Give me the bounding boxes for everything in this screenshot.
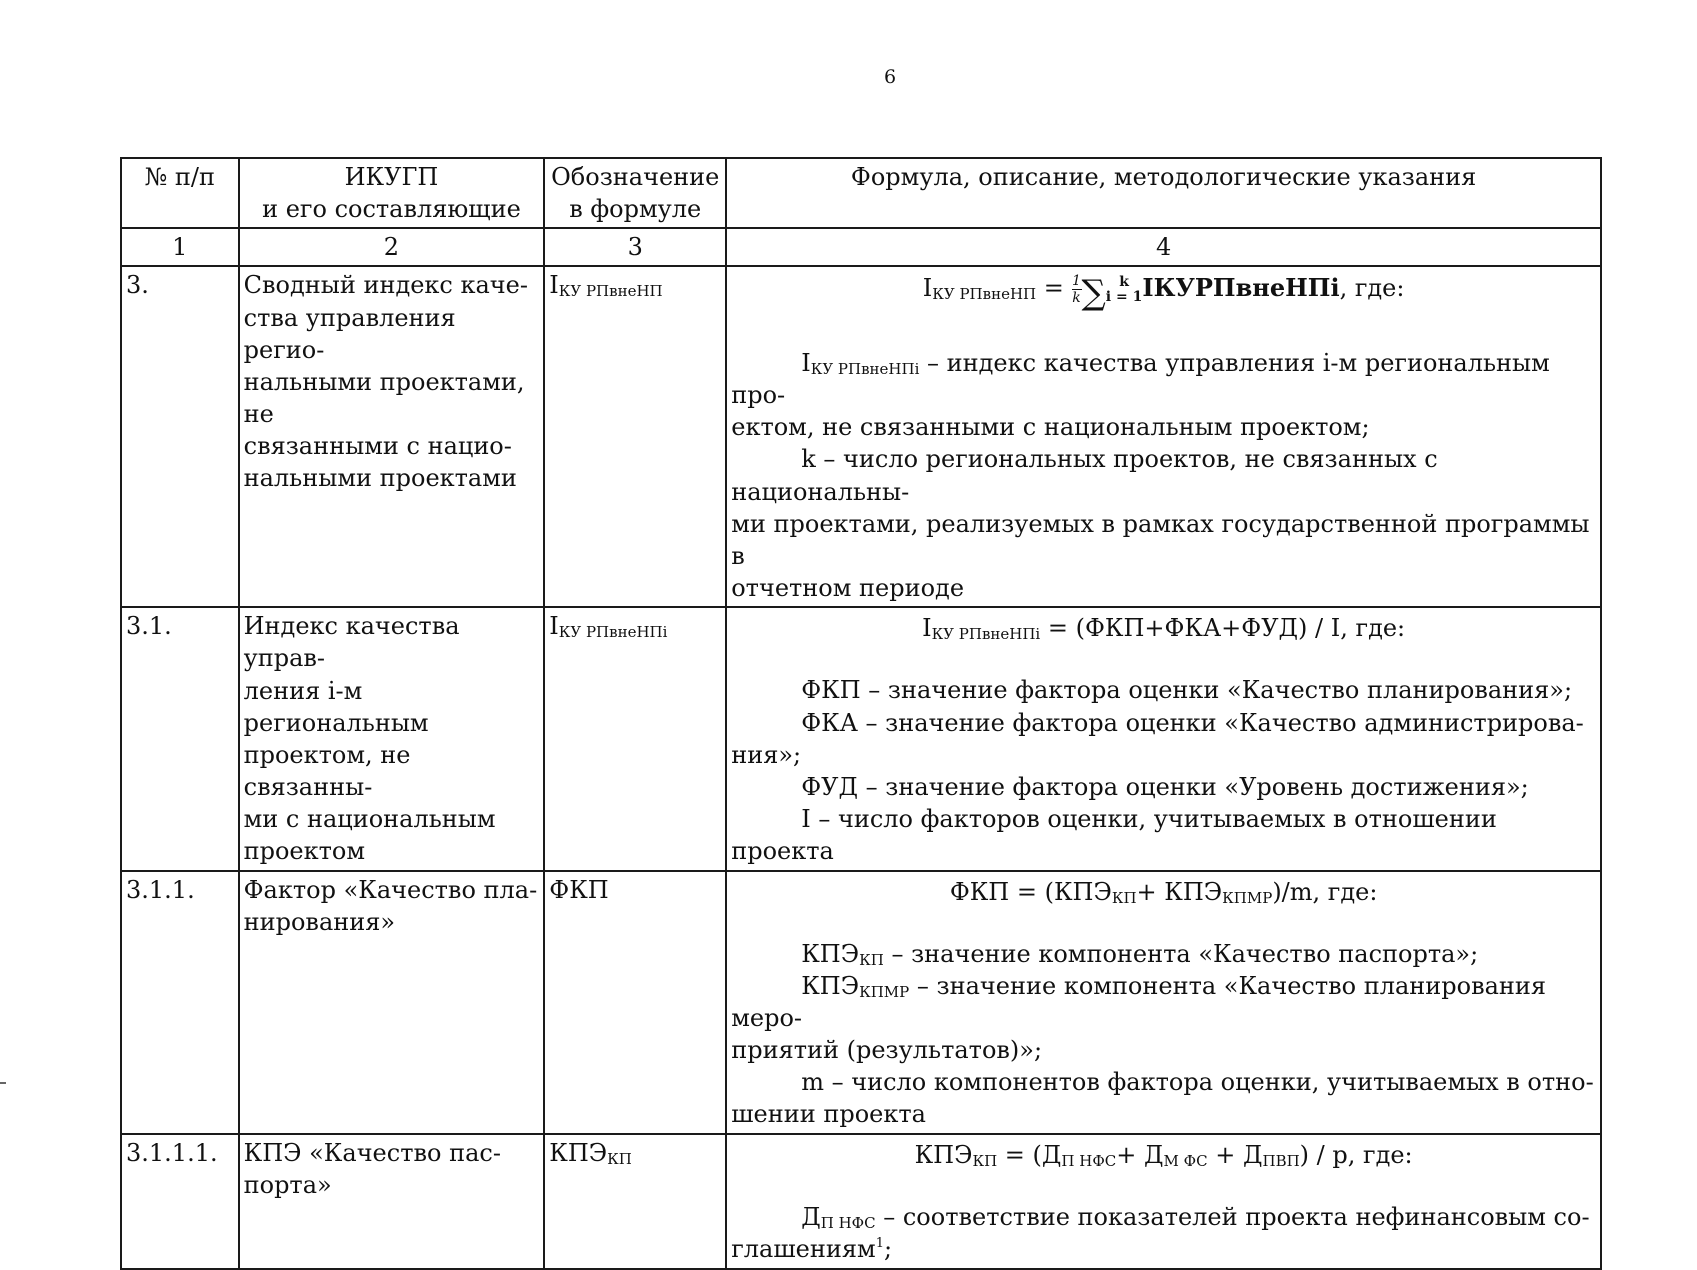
indicator-name: КПЭ «Качество пас- порта» xyxy=(239,1134,545,1269)
column-number-row xyxy=(121,228,1601,266)
description-paragraph: $Д_{П НФС}$ – соответствие показателей проекта нефинансовым со- глашениям$^1$; xyxy=(731,1202,1590,1263)
header-formula: Формула, описание, методологические указания xyxy=(726,158,1601,228)
formula-cell xyxy=(726,871,1601,1134)
formula-cell xyxy=(726,1134,1601,1269)
sum-limits: k i = 1 xyxy=(1105,273,1143,305)
formula-symbol: $I_{КУ РПвнеНПi}$ xyxy=(544,607,726,870)
description-paragraph: $I_{КУ РПвнеНПi}$ – индекс качества управления i-м региональным про- ектом, не связанными с национальным проектом; xyxy=(731,349,1550,442)
header-indicator: ИКУГП и его составляющие xyxy=(239,158,545,228)
description-paragraph: I – число факторов оценки, учитываемых в отношении проекта xyxy=(731,805,1497,866)
description-paragraph: ФУД – значение фактора оценки «Уровень достижения»; xyxy=(801,772,1529,801)
formula-symbol: ФКП xyxy=(544,871,726,1134)
formula: $I_{КУ РПвнеНП}$ = $\frac{1}{k}$ ∑ k i = 1 IКУРПвнеНПi, где: xyxy=(922,273,1405,314)
indicator-name: Сводный индекс каче- ства управления регио- нальными проектами, не связанными с нацио- нальными проектами xyxy=(239,266,545,607)
header-symbol: Обозначение в формуле xyxy=(544,158,726,228)
column-number: 2 xyxy=(239,228,545,266)
formula-symbol: $I_{КУ РПвнеНП}$ xyxy=(544,266,726,607)
column-number: 1 xyxy=(121,228,239,266)
indicator-name: Фактор «Качество пла- нирования» xyxy=(239,871,545,1134)
description-paragraph: $КПЭ_{КПМР}$ – значение компонента «Качество планирования меро- приятий (результатов)»; xyxy=(731,971,1547,1065)
formula-cell xyxy=(726,266,1601,607)
description-paragraph: ФКА – значение фактора оценки «Качество администрирова- ния»; xyxy=(731,708,1584,769)
indicator-name: Индекс качества управ- ления i-м региональным проектом, не связанны- ми с национальным проектом xyxy=(239,607,545,870)
row-number: 3.1.1. xyxy=(121,871,239,1134)
footnote-ref: 1 xyxy=(875,1235,884,1251)
formula: $I_{КУ РПвнеНПi} = (ФКП+ФКА+ФУД) / I$, где: xyxy=(922,614,1406,644)
column-number: 4 xyxy=(726,228,1601,266)
formula-symbol: $КПЭ_{КП}$ xyxy=(544,1134,726,1269)
sum-symbol: ∑ xyxy=(1081,273,1106,314)
table-row xyxy=(121,1134,1601,1269)
scan-mark xyxy=(0,1082,6,1084)
column-number: 3 xyxy=(544,228,726,266)
page-number: 6 xyxy=(883,66,897,88)
indicators-table xyxy=(120,157,1602,1270)
row-number: 3.1. xyxy=(121,607,239,870)
table-row xyxy=(121,607,1601,870)
table-header-row xyxy=(121,158,1601,228)
description-paragraph: k – число региональных проектов, не связанных с национальны- ми проектами, реализуемых в рамках государственной программы в отчетном периоде xyxy=(731,445,1590,603)
formula-cell xyxy=(726,607,1601,870)
table-row xyxy=(121,266,1601,607)
header-number: № п/п xyxy=(121,158,239,228)
table-row xyxy=(121,871,1601,1134)
formula: ФКП = $(КПЭ_{КП}+ КПЭ_{КПМР})/m$, где: xyxy=(949,877,1378,907)
description-paragraph: m – число компонентов фактора оценки, учитываемых в отно- шении проекта xyxy=(731,1068,1594,1129)
row-number: 3. xyxy=(121,266,239,607)
description-paragraph: ФКП – значение фактора оценки «Качество планирования»; xyxy=(801,676,1573,705)
fraction: $\frac{1}{k}$ xyxy=(1072,273,1081,307)
row-number: 3.1.1.1. xyxy=(121,1134,239,1269)
formula: $КПЭ_{КП} = (Д_{П НФС}+ Д_{М ФС} + Д_{ПВП}) / р$, где: xyxy=(914,1140,1413,1170)
description-paragraph: $КПЭ_{КП}$ – значение компонента «Качество паспорта»; xyxy=(801,939,1479,969)
